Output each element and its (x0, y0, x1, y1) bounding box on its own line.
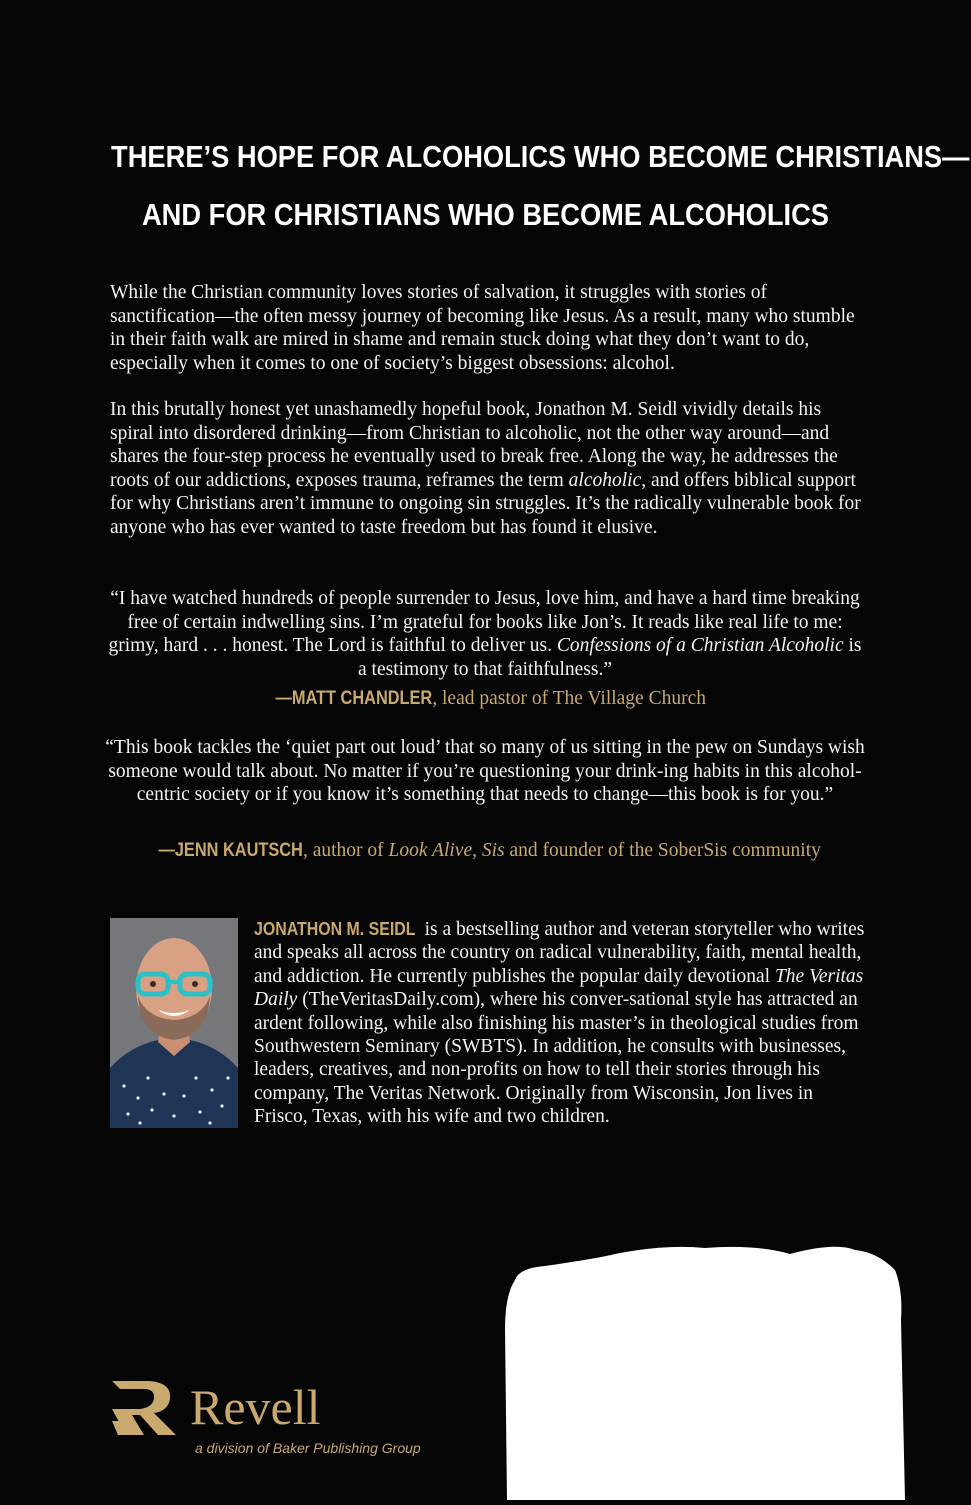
endorser-name: —MATT CHANDLER (275, 688, 433, 709)
author-name: JONATHON M. SEIDL (254, 918, 416, 939)
endorsement-attribution-1 (105, 688, 865, 710)
headline (111, 128, 970, 244)
publisher-logo (110, 1377, 430, 1467)
description-text: , and offers biblical support for why Christians aren’t immune to ongoing sin struggles. It’s the radically vulnerable book for anyone who has ever wanted to taste freedom but has found it elusive. (110, 469, 861, 538)
bio-publication-title: The Veritas Daily (254, 965, 864, 1011)
headline-line-1: THERE’S HOPE FOR ALCOHOLICS WHO BECOME CHRISTIANS— (111, 139, 970, 174)
endorser-role: and founder of the SoberSis community (504, 840, 821, 861)
endorser-role: , author of (302, 840, 389, 861)
quote-book-title: Confessions of a Christian Alcoholic (556, 635, 844, 656)
author-portrait-illustration (110, 918, 238, 1128)
publisher-tagline: a division of Baker Publishing Group (195, 1440, 421, 1456)
endorsement-attribution-2 (105, 840, 865, 862)
publisher-name: Revell (190, 1379, 321, 1435)
endorsement-quote-1 (105, 587, 865, 681)
description-paragraph-2 (110, 398, 865, 539)
endorser-name: —JENN KAUTSCH (158, 840, 303, 861)
description-text: In this brutally honest yet unashamedly hopeful book, Jonathon M. Seidl vividly details his spiral into disordered drinking—from Christian to alcoholic, not the other way around—and shares the four-step process he eventually used to break free. Along the way, he addresses the roots of our addictions, exposes trauma, reframes the term (110, 399, 838, 491)
description-paragraph-1: While the Christian community loves stories of salvation, it struggles with stories of sanctification—the often messy journey of becoming like Jesus. As a result, many who stumble in their faith walk are mired in shame and remain stuck doing what they don’t want to do, especially when it comes to one of society’s biggest obsessions: alcohol. (110, 282, 855, 374)
endorsement-quote-2: “This book tackles the ‘quiet part out loud’ that so many of us sitting in the pew on Sundays wish someone would talk about. No matter if you’re questioning your drink-ing habits in this alcohol-centric society or if you know it’s something that needs to change—this book is for you.” (105, 737, 865, 805)
revell-r-logo-icon (110, 1377, 182, 1439)
endorser-book-title: Look Alive, Sis (388, 840, 505, 861)
bio-text: (TheVeritasDaily.com), where his conver-sational style has attracted an ardent following, while also finishing his master’s in theological studies from Southwestern Seminary (SWBTS). In addition, he consults with businesses, leaders, creatives, and non-profits on how to tell their stories through his company, The Veritas Network. Originally from Wisconsin, Jon lives in Frisco, Texas, with his wife and two children. (254, 989, 859, 1128)
quote-text: “I have watched hundreds of people surrender to Jesus, love him, and have a hard time breaking free of certain indwelling sins. I’m grateful for books like Jon’s. It reads like real life to me: grimy, hard . . . honest. The Lord is faithful to deliver us. (108, 588, 860, 656)
endorser-role: , lead pastor of The Village Church (432, 688, 706, 709)
description-italic-term: alcoholic (568, 469, 642, 491)
author-bio (254, 917, 866, 1129)
bio-text: is a bestselling author and veteran storyteller who writes and speaks all across the country on radical vulnerability, faith, mental health, and addiction. He currently publishes the popular daily devotional (254, 919, 865, 987)
barcode-placeholder (505, 1240, 905, 1500)
headline-line-2: AND FOR CHRISTIANS WHO BECOME ALCOHOLICS (141, 197, 830, 232)
quote-text: is a testimony to that faithfulness.” (358, 635, 862, 680)
author-photo (110, 918, 238, 1128)
